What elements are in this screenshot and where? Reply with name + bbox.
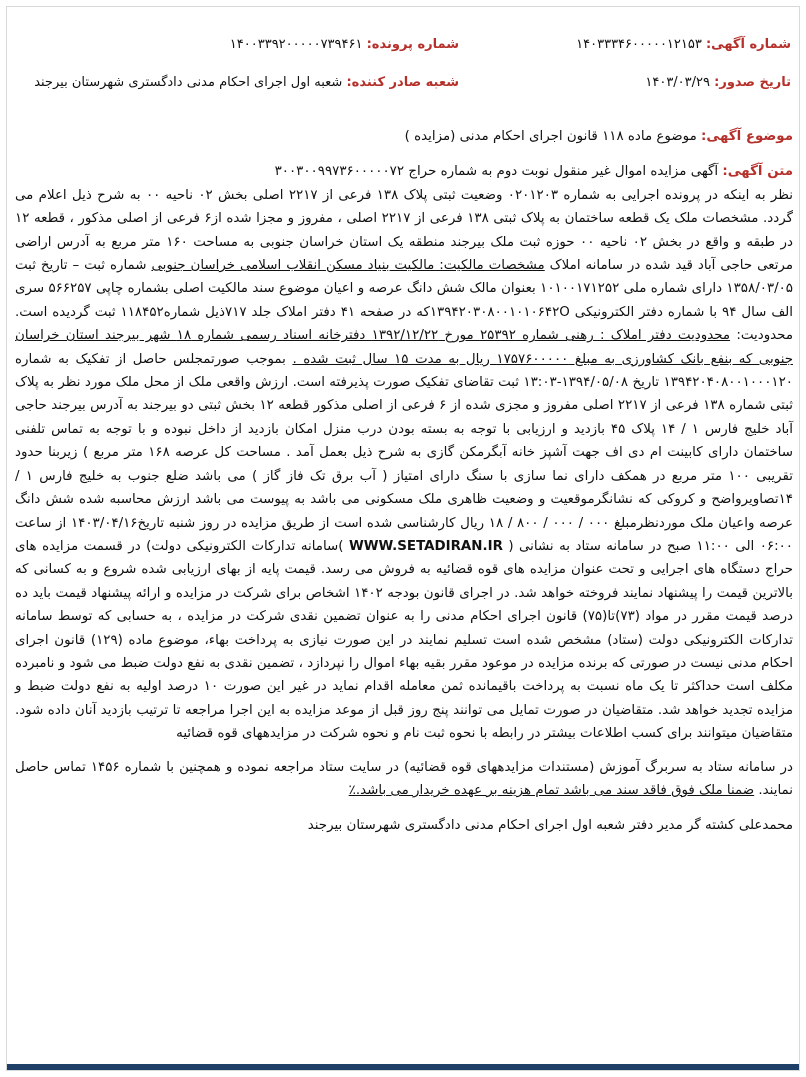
ad-number-value: ۱۴۰۳۳۳۴۶۰۰۰۰۰۱۲۱۵۳ xyxy=(576,37,702,52)
ad-number xyxy=(576,37,791,52)
subject-label: موضوع آگهی: xyxy=(701,129,793,144)
paragraph-1-part-2: شماره ثبت – تاریخ ثبت ۱۳۵۸/۰۳/۰۵ دارای شماره ملی ۱۰۱۰۰۱۷۱۲۵۲ بعنوان مالک شش دانگ عرصه و اعیان موضوع سند مالکیت اصلی بشماره چاپی ۵۶۶۲۵۷ سری الف سال ۹۴ با شماره دفتر الکترونیکی ۱۳۹۴۲۰۳۰۸۰۰۱۰۱۰۶۴۲Oکه در صفحه ۴۱ دفتر املاک جلد ۷۱۷ذیل شماره۱۱۸۴۵۲ ثبت گردیده است. محدودیت: xyxy=(15,258,794,344)
restriction-details: محدودیت دفتر املاک : رهنی شماره ۲۵۳۹۲ مورخ ۱۳۹۲/۱۲/۲۲ دفترخانه اسناد رسمی شماره ۱۸ شهر بیرجند استان خراسان جنوبی که بنفع بانک کشاورزی به مبلغ ۱۷۵۷۶۰۰۰۰۰ ریال به مدت ۱۵ سال ثبت شده . xyxy=(15,328,794,367)
issue-date-label: تاریخ صدور: xyxy=(714,75,791,90)
subject-value: موضوع ماده ۱۱۸ قانون اجرای احکام مدنی (مزایده ) xyxy=(404,129,697,144)
body-title-value: آگهی مزایده اموال غیر منقول نوبت دوم به شماره حراج ۳۰۰۳۰۰۹۹۷۳۶۰۰۰۰۰۷۲ xyxy=(274,164,719,180)
notice-page xyxy=(6,6,800,1071)
notice-paragraph-2 xyxy=(15,756,793,803)
signature: محمدعلی کشته گر مدیر دفتر شعبه اول اجرای احکام مدنی دادگستری شهرستان بیرجند xyxy=(307,818,793,834)
issuer-value: شعبه اول اجرای احکام مدنی دادگستری شهرستان بیرجند xyxy=(34,75,343,90)
notice-paragraph-1 xyxy=(15,184,793,746)
case-number xyxy=(230,37,459,52)
notice-header xyxy=(7,37,799,107)
notice-body xyxy=(15,125,793,838)
paragraph-1-part-3: بموجب صورتمجلس حاصل از تفکیک به شماره ۱۳۹۴۲۰۴۰۸۰۰۱۰۰۰۱۲۰ تاریخ ۱۳۹۴/۰۵/۰۸-۱۳:۰۳ ثبت تقاضای تفکیک صورت پذیرفته است. ارزش واقعی ملک از محل ملک مورد نظر به پلاک ثبتی شماره ۱۳۸ فرعی از ۲۲۱۷ اصلی مفروز و مجزی شده از ۶ فرعی از اصلی مذکور قطعه ۱۲ بخش ثبتی دو بیرجند به آدرس بیرجند حاجی آباد خلیج فارس ۱ / ۱۴ پلاک ۴۵ بازدید و ارزیابی با توجه به بسته بودن درب منزل امکان بازدید از داخل نبوده و با توجه به تماس تلفنی ساختمان دارای کابینت ام دی اف جهت آشپز خانه آبگرمکن گازی به شرح ذیل بعمل آمد . مساحت کل عرصه ۱۶۸ متر مربع ) زیربنا حدود تقریبی ۱۰۰ متر مربع در همکف دارای نما سازی با سنگ دارای امتیاز ( آب برق تک فاز گاز ) می باشد ضلع جنوب به خلیج فارس ۱ / ۱۴تصاویرواضح و کروکی که نشانگرموقعیت و وضعیت ظاهری ملک مسکونی می باشد به پیوست می باشد ارزش محاسبه شده شش دانگ عرصه واعیان ملک موردنظرمبلغ ۰۰۰ / ۰۰۰ / ۸۰۰ / ۱۸ ریال کارشناسی شده است از طریق مزایده در روز شنبه تاریخ۱۴۰۳/۰۴/۱۶ از ساعت ۰۶:۰۰ الی ۱۱:۰۰ صبح در سامانه ستاد به نشانی ( xyxy=(15,351,794,554)
footer-bar xyxy=(7,1064,799,1070)
subject-row xyxy=(15,125,793,148)
issue-date xyxy=(645,75,791,90)
paragraph-2-part-1: در سامانه ستاد به سربرگ آموزش (مستندات مزایدههای قوه قضائیه) در سایت ستاد مراجعه نموده و همچنین با شماره ۱۴۵۶ تماس حاصل نمایند. xyxy=(15,759,793,798)
paragraph-1-part-1: نظر به اینکه در پرونده اجرایی به شماره ۰۲۰۱۲۰۳ وضعیت ثبتی پلاک ۱۳۸ فرعی از ۲۲۱۷ اصلی بخش ۰۲ ناحیه ۰۰ به شرح ذیل اعلام می گردد. مشخصات ملک یک قطعه ساختمان به پلاک ثبتی ۱۳۸ فرعی از ۲۲۱۷ اصلی ، مفروز و مجزا شده از۶ فرعی از اصلی مذکور ، قطعه ۱۲ در طبقه و واقع در بخش ۰۲ ناحیه ۰۰ حوزه ثبت ملک بیرجند منطقه یک استان خراسان جنوبی به مساحت ۱۶۰ متر مربع به آدرس اراضی مرتعی حاجی آباد قید شده در سامانه املاک xyxy=(15,187,793,274)
no-deed-note: ضمنا ملک فوق فاقد سند می باشد تمام هزینه بر عهده خریدار می باشد.٪ xyxy=(348,782,755,798)
issuer-label: شعبه صادر کننده: xyxy=(346,75,459,90)
case-number-value: ۱۴۰۰۳۳۹۲۰۰۰۰۰۷۳۹۴۶۱ xyxy=(229,37,363,52)
issue-date-value: ۱۴۰۳/۰۳/۲۹ xyxy=(645,75,710,90)
paragraph-1-part-4: )سامانه تدارکات الکترونیکی دولت) در قسمت مزایده های حراج دستگاه های اجرایی و تحت عنوان مزایده های قوه قضائیه به فروش می رسد. قیمت پایه از بهای ارزیابی شده شروع و به کسانی که بالاترین قیمت را پیشنهاد نمایند فروخته خواهد شد. در اجرای قانون بودجه ۱۴۰۲ اشخاص برای شرکت در مزایده و ارائه پیشنهاد قیمت باید ده درصد قیمت مقرر در مواد (۷۳)تا(۷۵) قانون اجرای احکام مدنی را به عنوان تضمین نقدی شرکت در مزایده ، به حسابی که توسط سامانه تدارکات الکترونیکی دولت (ستاد) مشخص شده است تسلیم نمایند در این صورت نیازی به پرداخت بهاء، موضوع ماده (۱۲۹) قانون اجرای احکام مدنی نیست در صورتی که برنده مزایده در موعود مقرر بقیه بهاء اموال را نپردازد ، تضمین نقدی به نفع دولت ضبط می شود و نامبرده مکلف است حداکثر تا یک ماه نسبت به پرداخت باقیمانده ثمن معامله اقدام نماید در غیر این صورت ۱۰ درصد اولیه به نفع دولت ضبط و مزایده تجدید خواهد شد. متقاضیان در صورت تمایل می توانند پنج روز قبل از موعد مزایده به این اجرا مراجعه تا ترتیب بازدید آنان داده شود. متقاضیان میتوانند برای کسب اطلاعات بیشتر در رابطه با نحوه ثبت نام و نحوه شرکت در مزایدههای قوه قضائیه xyxy=(15,538,793,742)
case-number-label: شماره پرونده: xyxy=(366,37,459,52)
body-title-row xyxy=(15,160,793,183)
ad-number-label: شماره آگهی: xyxy=(705,37,791,52)
body-title-label: متن آگهی: xyxy=(722,164,793,180)
setad-website: WWW.SETADIRAN.IR xyxy=(348,538,503,554)
issuer xyxy=(34,75,459,90)
ownership-details: مشخصات مالکیت: مالکیت بنیاد مسکن انقلاب اسلامی خراسان جنوبی xyxy=(151,258,545,274)
